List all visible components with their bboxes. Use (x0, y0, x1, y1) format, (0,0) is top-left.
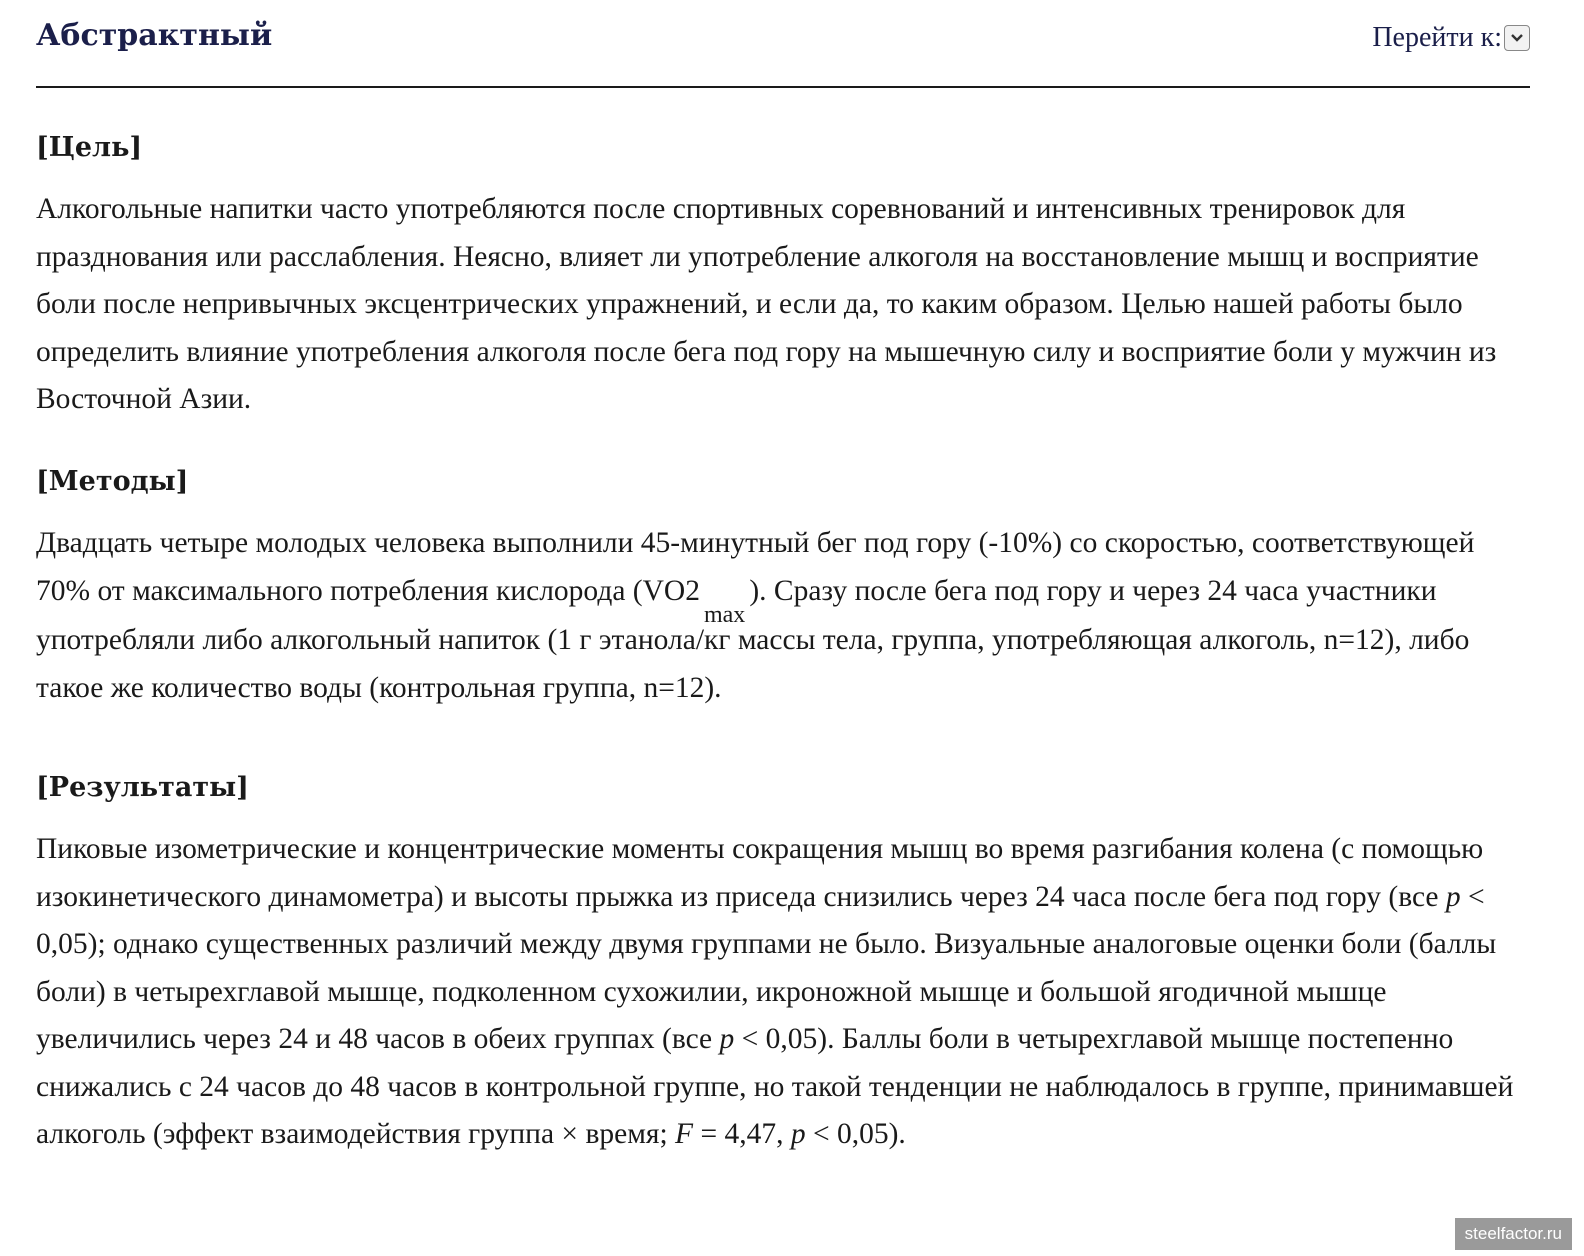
abstract-header (36, 0, 1530, 88)
jump-to-control[interactable] (1372, 22, 1530, 54)
jump-to-label: Перейти к: (1372, 22, 1502, 53)
results-text-3: < 0,05). Баллы боли в четырехглавой мышце постепенно снижались с 24 часов до 48 часов в контрольной группе, но такой тенденции не наблюдалось в группе, принимавшей алкоголь (эффект взаимодействия группа × время; (36, 1023, 1514, 1150)
results-text-4: = 4,47, (693, 1118, 791, 1150)
vo2-subscript: max (703, 601, 746, 628)
results-p-symbol-1: p (1445, 880, 1461, 913)
jump-to-dropdown-button[interactable] (1504, 25, 1530, 51)
methods-text-part1: Двадцать четыре молодых человека выполнили 45-минутный бег под гору (-10%) со скоростью, соответствующей 70% от максимального потребления кислорода (VO2 (36, 527, 1475, 607)
section-heading-results: [Результаты] (36, 772, 249, 803)
page-title: Абстрактный (36, 18, 273, 53)
results-p-symbol-2: p (719, 1023, 735, 1055)
watermark: steelfactor.ru (1455, 1218, 1572, 1250)
section-heading-methods: [Методы] (36, 466, 189, 497)
section-text-results (36, 826, 1532, 1159)
results-f-symbol: F (675, 1118, 694, 1150)
results-text-2: < 0,05); однако существенных различий между двумя группами не было. Визуальные аналоговые оценки боли (баллы боли) в четырехглавой мышце, подколенном сухожилии, икроножной мышце и большой ягодичной мышце увеличились через 24 и 48 часов в обеих группах (все (36, 880, 1497, 1055)
abstract-page (36, 0, 1530, 1150)
results-p-symbol-3: p (790, 1118, 806, 1150)
section-heading-goal: [Цель] (36, 132, 143, 163)
section-text-methods (36, 520, 1532, 712)
chevron-down-icon (1510, 33, 1524, 43)
results-text-5: < 0,05). (805, 1118, 906, 1150)
section-text-goal: Алкогольные напитки часто употребляются после спортивных соревнований и интенсивных тренировок для празднования или расслабления. Неясно, влияет ли употребление алкоголя на восстановление мышц и восприятие боли после непривычных эксцентрических упражнений, и если да, то каким образом. Целью нашей работы было определить влияние употребления алкоголя после бега под гору на мышечную силу и восприятие боли у мужчин из Восточной Азии. (36, 193, 1497, 415)
results-text-1: Пиковые изометрические и концентрические моменты сокращения мышц во время разгибания колена (с помощью изокинетического динамометра) и высоты прыжка из приседа снизились через 24 часа после бега под гору (все (36, 833, 1484, 913)
methods-text-part2: ). Сразу после бега под гору и через 24 часа участники употребляли либо алкогольный напиток (1 г этанола/кг массы тела, группа, употребляющая алкоголь, n=12), либо такое же количество воды (контрольная группа, n=12). (36, 574, 1470, 704)
